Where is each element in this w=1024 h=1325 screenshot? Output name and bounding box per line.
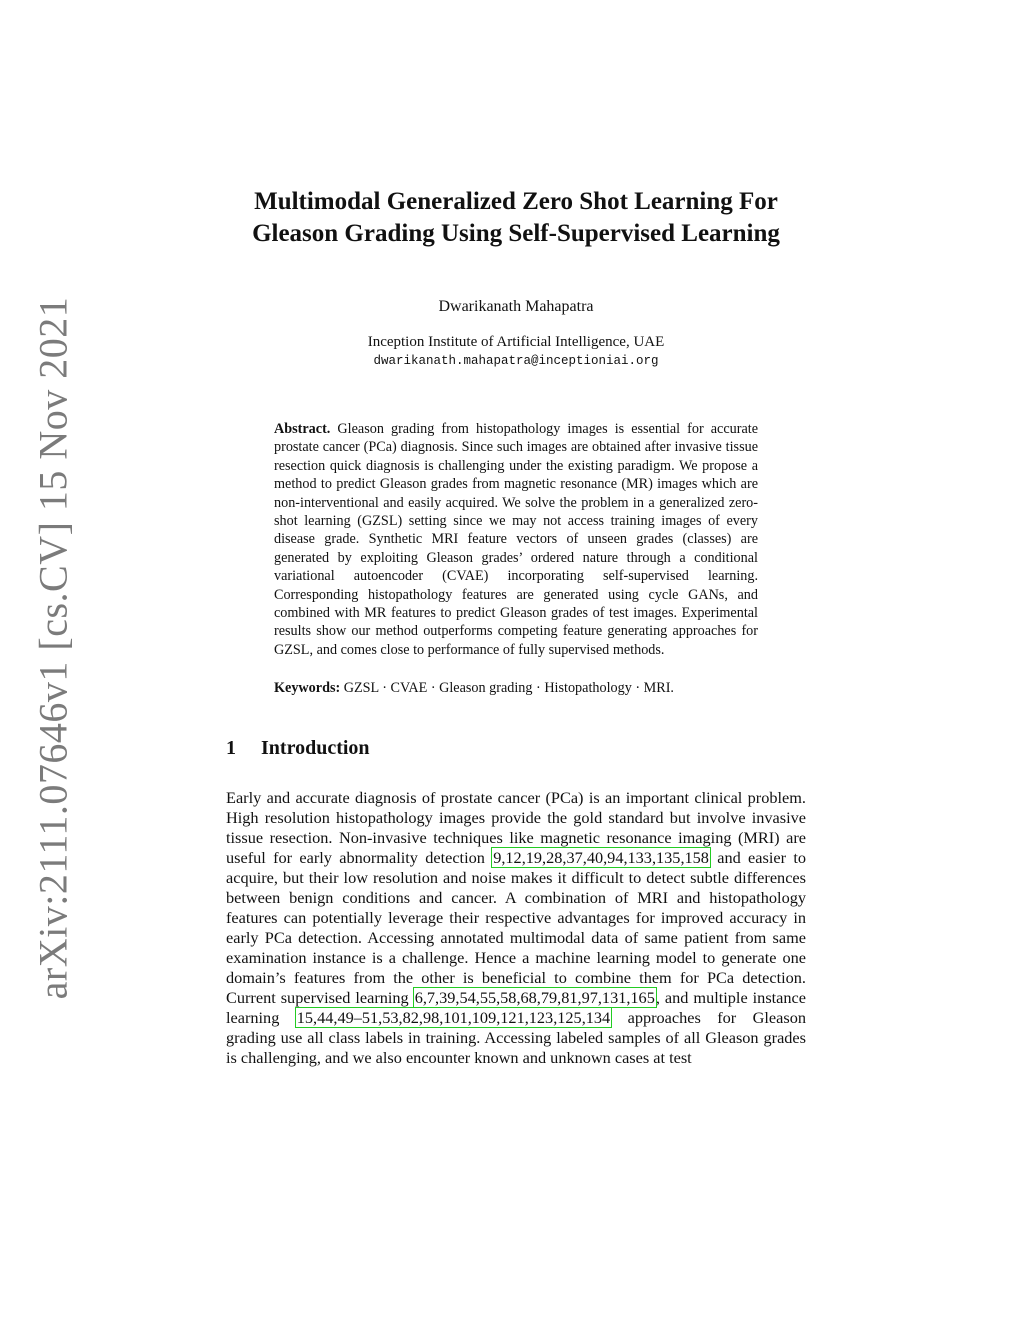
section-title: Introduction [261, 737, 370, 760]
abstract-text: Gleason grading from histopathology images is essential for accurate prostate cancer (PCa) diagnosis. Since such images are obtained after invasive tissue resection quick diagnosis is challenging under the existing paradigm. We propose a method to predict Gleason grades from magnetic resonance (MR) images which are non-interventional and easily acquired. We solve the problem in a generalized zero-shot learning (GZSL) setting since we may not access training images of every disease grade. Synthetic MRI feature vectors of unseen grades (classes) are generated by exploiting Gleason grades’ ordered nature through a conditional variational autoencoder (CVAE) incorporating self-supervised learning. Corresponding histopathology features are generated using cycle GANs, and combined with MR features to predict Gleason grades of test images. Experimental results show our method outperforms competing feature generating approaches for GZSL, and comes close to performance of fully supervised methods. [274, 421, 758, 658]
arxiv-identifier-stamp: arXiv:2111.07646v1 [cs.CV] 15 Nov 2021 [30, 296, 76, 1000]
citation-group-1[interactable]: 9,12,19,28,37,40,94,133,135,158 [493, 848, 709, 868]
keywords [274, 679, 758, 697]
intro-text-1: Early and accurate diagnosis of prostate cancer (PCa) is an important clinical problem. High resolution histopathology images provide the gold standard but involve invasive tissue resection. Non-invasive techniques like magnetic resonance imaging (MRI) are useful for early abnormality detection [226, 788, 806, 868]
abstract-label: Abstract. [274, 421, 331, 437]
intro-text-4: approaches for Gleason grading use all class labels in training. Accessing labeled samples of all Gleason grades is challenging, and we also encounter known and unknown cases at test [226, 1008, 806, 1068]
author-name: Dwarikanath Mahapatra [438, 298, 594, 315]
section-number: 1 [226, 737, 236, 760]
keywords-label: Keywords: [274, 680, 341, 697]
citation-group-3[interactable]: 15,44,49–51,53,82,98,101,109,121,123,125,134 [296, 1008, 611, 1028]
introduction-paragraph [226, 788, 806, 1068]
section-heading-introduction [226, 737, 806, 760]
abstract [274, 420, 758, 659]
author-email[interactable]: dwarikanath.mahapatra@inceptioniai.org [373, 354, 659, 368]
intro-text-2: and easier to acquire, but their low resolution and noise makes it difficult to detect subtle differences between benign conditions and cancer. A combination of MRI and histopathology features can potentially leverage their respective advantages for improved accuracy in early PCa detection. Accessing annotated multimodal data of same patient from same examination instance is a challenge. Hence a machine learning model to generate one domain’s features from the other is beneficial to combine them for PCa detection. Current supervised learning [226, 848, 806, 1008]
title-line-1: Multimodal Generalized Zero Shot Learning For [254, 188, 778, 215]
paper-title [226, 186, 806, 250]
author-affiliation: Inception Institute of Artificial Intelligence, UAE [367, 334, 665, 350]
paper-page [226, 186, 806, 1068]
intro-text-3: , and multiple instance learning [226, 988, 806, 1028]
keywords-text: GZSL · CVAE · Gleason grading · Histopathology · MRI. [343, 680, 674, 697]
title-line-2: Gleason Grading Using Self-Supervised Learning [252, 220, 780, 247]
citation-group-2[interactable]: 6,7,39,54,55,58,68,79,81,97,131,165 [414, 988, 655, 1008]
